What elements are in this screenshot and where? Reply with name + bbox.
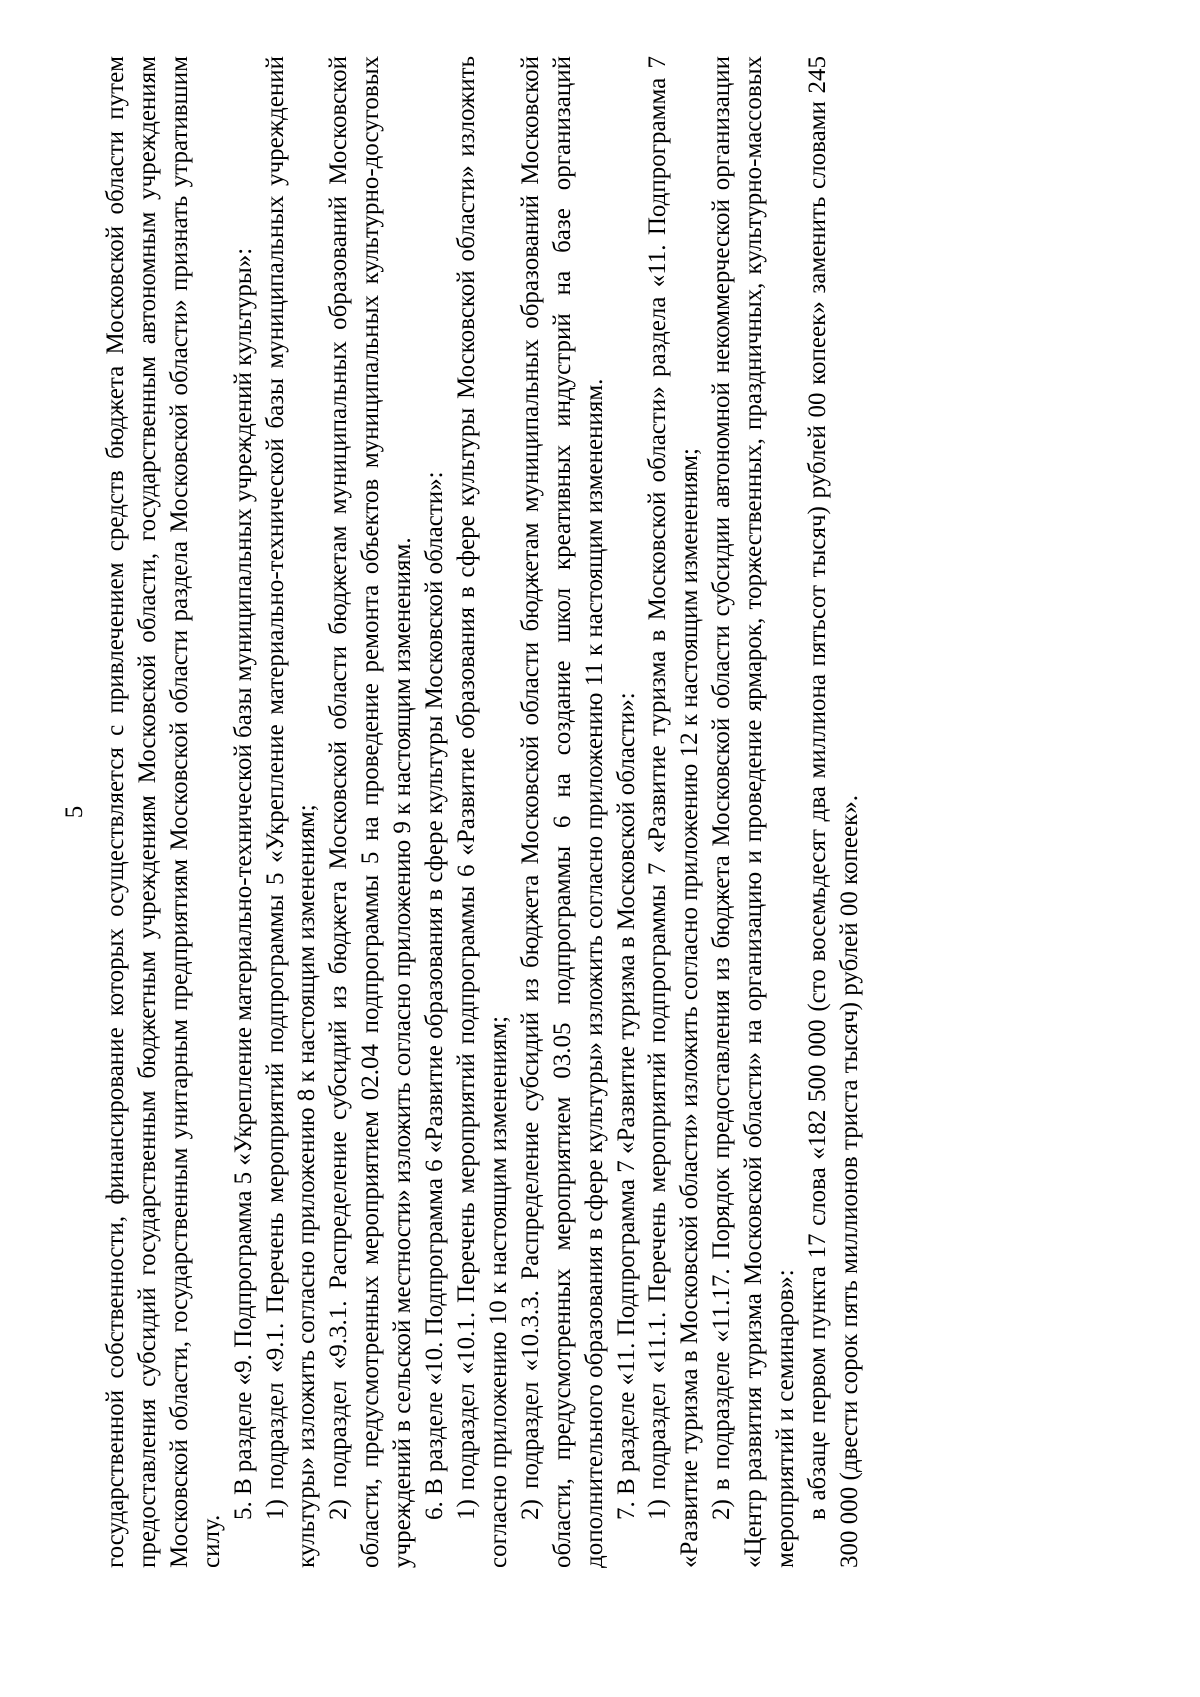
paragraph-6-2: 2) подраздел «10.3.3. Распределение субсидий из бюджета Московской области бюджетам муниципальных образований Московской области, предусмотренных мероприятием 03.05 подпрограммы 6 на создание школ креативных индустрий на базе организаций дополнительного образования в сфере культуры» изложить согласно приложению 11 к настоящим изменениям.	[516, 56, 608, 1568]
paragraph-7-2: 2) в подразделе «11.17. Порядок предоставления из бюджета Московской области субсидии автономной некоммерческой организации «Центр развития туризма Московской области» на организацию и проведение ярмарок, торжественных, праздничных, культурно-массовых мероприятий и семинаров»:	[708, 56, 800, 1568]
paragraph-section-5: 5. В разделе «9. Подпрограмма 5 «Укрепление материально-технической базы муниципальных учреждений культуры»:	[229, 247, 257, 1520]
paragraph-7-1: 1) подраздел «11.1. Перечень мероприятий подпрограммы 7 «Развитие туризма в Московской области» раздела «11. Подпрограмма 7 «Развитие туризма в Московской области» изложить согласно приложению 12 к настоящим изменениям;	[644, 56, 704, 1568]
paragraph-section-7: 7. В разделе «11. Подпрограмма 7 «Развитие туризма в Московской области»:	[612, 692, 640, 1520]
rotated-text-block	[61, 56, 950, 1568]
paragraph-section-6: 6. В разделе «10. Подпрограмма 6 «Развитие образования в сфере культуры Московской области»:	[421, 471, 449, 1520]
paragraph-7-2-amendment: в абзаце первом пункта 17 слова «182 500 000 (сто восемьдесят два миллиона пятьсот тысяч) рублей 00 копеек» заменить словами 245 300 000 (двести сорок пять миллионов триста тысяч) рублей 00 копеек».	[803, 56, 863, 1568]
paragraph-5-2: 2) подраздел «9.3.1. Распределение субсидий из бюджета Московской области бюджетам муниципальных образований Московской области, предусмотренных мероприятием 02.04 подпрограммы 5 на проведение ремонта объектов муниципальных культурно-досуговых учреждений в сельской местности» изложить согласно приложению 9 к настоящим изменениям.	[325, 56, 417, 1568]
page-number: 5	[61, 805, 88, 819]
paragraph-6-1: 1) подраздел «10.1. Перечень мероприятий подпрограммы 6 «Развитие образования в сфере культуры Московской области» изложить согласно приложению 10 к настоящим изменениям;	[452, 56, 512, 1568]
paragraph-5-1: 1) подраздел «9.1. Перечень мероприятий подпрограммы 5 «Укрепление материально-технической базы муниципальных учреждений культуры» изложить согласно приложению 8 к настоящим изменениям;	[261, 56, 321, 1568]
paragraph-continuation: государственной собственности, финансирование которых осуществляется с привлечением средств бюджета Московской области путем предоставления субсидий государственным бюджетным учреждениям Московской области, государственным автономным учреждениям Московской области, государственным унитарным предприятиям Московской области раздела Московской области» признать утратившим силу.	[102, 56, 225, 1568]
document-body	[100, 56, 866, 1568]
